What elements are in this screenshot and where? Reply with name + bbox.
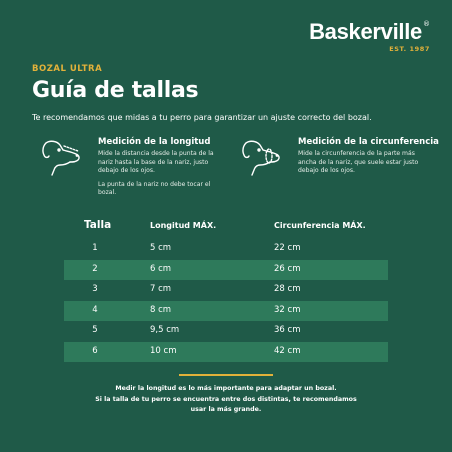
- cell-circumference: 36 cm: [274, 325, 301, 335]
- brand-established: EST. 1987: [389, 45, 430, 53]
- cell-length: 9,5 cm: [150, 325, 180, 335]
- header-size: Talla: [84, 219, 112, 231]
- cell-size: 1: [92, 243, 98, 253]
- footer-line: usar la más grande.: [190, 406, 262, 413]
- circumference-measure-title: Medición de la circunferencia: [298, 137, 439, 147]
- gold-divider: [179, 374, 273, 376]
- cell-length: 10 cm: [150, 345, 177, 356]
- size-table-header: [64, 218, 388, 238]
- length-note-line: bozal.: [98, 189, 117, 197]
- length-desc-line: Mide la distancia desde la punta de la: [98, 150, 214, 157]
- cell-circumference: 26 cm: [274, 263, 301, 274]
- length-desc-line: nariz hasta la base de la nariz, justo: [98, 158, 209, 166]
- cell-length: 6 cm: [150, 263, 172, 274]
- cell-size: 6: [92, 345, 98, 356]
- cell-size: 4: [92, 304, 98, 315]
- circumference-measure-description: [298, 150, 448, 176]
- circumference-desc-line: Mide la circunferencia de la parte más: [298, 150, 415, 157]
- size-table-body: [64, 239, 388, 362]
- footer-note: [56, 384, 396, 416]
- cell-length: 7 cm: [150, 284, 172, 294]
- header-circumference: Circunferencia MÁX.: [274, 221, 366, 230]
- table-row: [64, 321, 388, 342]
- dog-head-circumference-icon: [240, 137, 284, 177]
- product-eyebrow: BOZAL ULTRA: [32, 64, 103, 74]
- cell-length: 8 cm: [150, 304, 172, 315]
- brand-registered-mark: ®: [423, 20, 430, 28]
- table-row: [64, 239, 388, 260]
- page-title: Guía de tallas: [32, 78, 199, 103]
- cell-circumference: 28 cm: [274, 284, 301, 294]
- length-measure-text: [98, 137, 248, 198]
- table-row: [64, 301, 388, 322]
- brand-name: Baskerville: [309, 19, 422, 44]
- circumference-measure-text: [298, 137, 448, 176]
- circumference-desc-line: debajo de los ojos.: [298, 167, 355, 175]
- length-note-line: La punta de la nariz no debe tocar el: [98, 180, 211, 188]
- table-row: [64, 260, 388, 281]
- footer-line: Medir la longitud es lo más importante para adaptar un bozal.: [115, 385, 337, 392]
- length-measure-description: [98, 150, 248, 176]
- length-desc-line: debajo de los ojos.: [98, 167, 155, 175]
- cell-circumference: 42 cm: [274, 345, 301, 356]
- length-measure-title: Medición de la longitud: [98, 137, 211, 147]
- cell-size: 3: [92, 284, 98, 294]
- footer-line: Si la talla de tu perro se encuentra entre dos distintas, te recomendamos: [95, 395, 357, 403]
- table-row: [64, 342, 388, 363]
- cell-circumference: 32 cm: [274, 304, 301, 315]
- circumference-desc-line: ancha de la nariz, que suele estar justo: [298, 158, 419, 166]
- header-length: Longitud MÁX.: [150, 221, 217, 230]
- length-measure-note: [98, 181, 248, 198]
- cell-size: 5: [92, 325, 98, 335]
- dog-head-length-icon: [40, 137, 84, 177]
- cell-circumference: 22 cm: [274, 243, 301, 253]
- cell-length: 5 cm: [150, 243, 172, 253]
- cell-size: 2: [92, 263, 98, 274]
- table-row: [64, 280, 388, 301]
- size-table: [64, 218, 388, 356]
- intro-text: Te recomendamos que midas a tu perro para garantizar un ajuste correcto del bozal.: [32, 113, 372, 122]
- brand-logo: [309, 20, 430, 53]
